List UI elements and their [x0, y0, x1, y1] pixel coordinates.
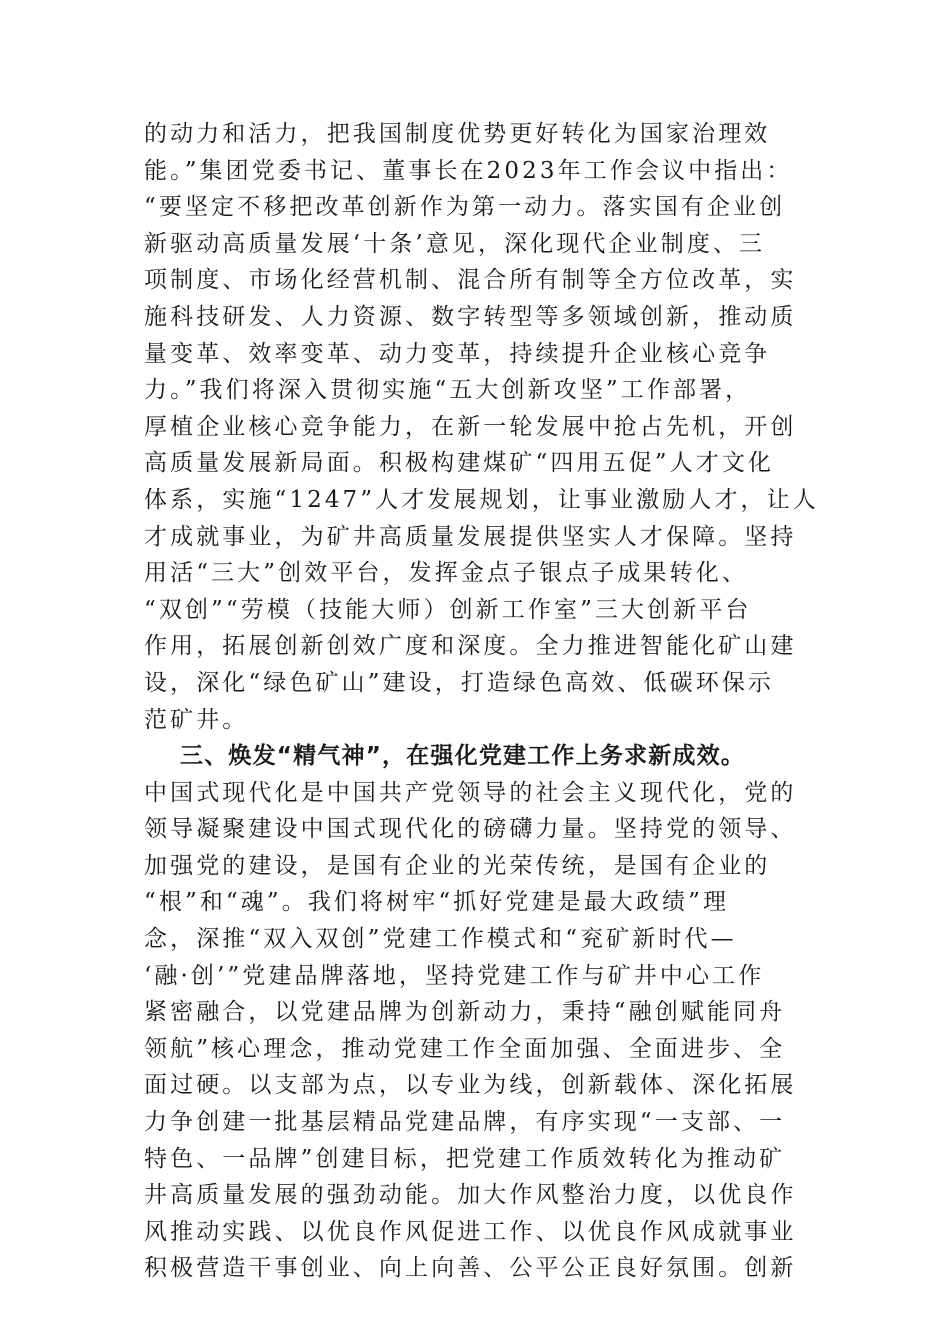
text-line: 新驱动高质量发展‘十条’意见，深化现代企业制度、三: [144, 230, 766, 257]
text-line: 风推动实践、以优良作风促进工作、以优良作风成就事业: [144, 1218, 797, 1245]
text-line: 项制度、市场化经营机制、混合所有制等全方位改革，实: [144, 267, 797, 294]
text-line: 力争创建一批基层精品党建品牌，有序实现“一支部、一: [144, 1109, 786, 1136]
text-line: 领航”核心理念，推动党建工作全面加强、全面进步、全: [144, 1035, 786, 1062]
text-line: 面过硬。以支部为点，以专业为线，创新载体、深化拓展: [144, 1072, 797, 1099]
text-line: 高质量发展新局面。积极构建煤矿“四用五促”人才文化: [144, 450, 775, 477]
text-line: “根”和“魂”。我们将树牢“抓好党建是最大政绩”理: [144, 889, 730, 916]
text-line: 作用，拓展创新创效广度和深度。全力推进智能化矿山建: [144, 633, 797, 660]
text-line: 特色、一品牌”创建目标，把党建工作质效转化为推动矿: [144, 1145, 786, 1172]
text-line: 井高质量发展的强劲动能。加大作风整治力度，以优良作: [144, 1182, 797, 1209]
text-line: 体系，实施“1247”人才发展规划，让事业激励人才，让人: [144, 486, 819, 513]
text-line: 的动力和活力，把我国制度优势更好转化为国家治理效: [144, 121, 771, 147]
text-line: 加强党的建设，是国有企业的光荣传统，是国有企业的: [144, 852, 771, 879]
text-line: 紧密融合，以党建品牌为创新动力，秉持“融创赋能同舟: [144, 999, 786, 1026]
text-line: ‘融·创’”党建品牌落地，坚持党建工作与矿井中心工作: [144, 962, 765, 989]
text-line: 范矿井。: [144, 706, 249, 733]
text-line: 施科技研发、人力资源、数字转型等多领域创新，推动质: [144, 303, 797, 330]
text-line: 才成就事业，为矿井高质量发展提供坚实人才保障。坚持: [144, 523, 797, 550]
text-line: 力。”我们将深入贯彻实施“五大创新攻坚”工作部署，: [144, 377, 752, 404]
text-line: “要坚定不移把改革创新作为第一动力。落实国有企业创: [144, 194, 786, 221]
text-line: 能。”集团党委书记、董事长在2023年工作会议中指出：: [144, 157, 793, 184]
document-body: [144, 116, 834, 1287]
text-line: 量变革、效率变革、动力变革，持续提升企业核心竞争: [144, 340, 771, 367]
text-line: 厚植企业核心竞争能力，在新一轮发展中抢占先机，开创: [144, 413, 797, 440]
text-line: 积极营造干事创业、向上向善、公平公正良好氛围。创新: [144, 1255, 797, 1282]
text-line: 念，深推“双入双创”党建工作模式和“兖矿新时代—: [144, 926, 737, 953]
text-line: “双创”“劳模（技能大师）创新工作室”三大创新平台: [144, 596, 752, 623]
text-line: 领导凝聚建设中国式现代化的磅礴力量。坚持党的领导、: [144, 816, 797, 843]
text-line: 用活“三大”创效平台，发挥金点子银点子成果转化、: [144, 560, 748, 587]
section-heading: 三、焕发“精气神”，在强化党建工作上务求新成效。: [180, 743, 746, 770]
text-line: 设，深化“绿色矿山”建设，打造绿色高效、低碳环保示: [144, 669, 775, 696]
text-line: 中国式现代化是中国共产党领导的社会主义现代化，党的: [144, 779, 797, 806]
